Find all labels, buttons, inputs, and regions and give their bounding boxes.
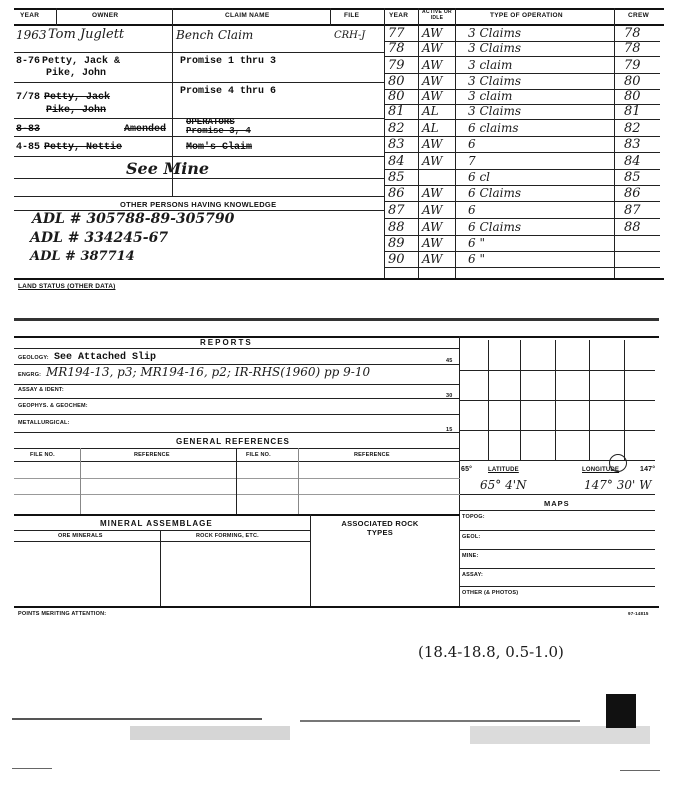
claim-name: Promise 4 thru 6	[180, 86, 277, 97]
ore-minerals-label: ORE MINERALS	[58, 533, 103, 539]
op-year: 86	[388, 186, 405, 201]
row-line	[14, 348, 460, 349]
smudge-bar	[14, 318, 659, 321]
section-divider	[14, 514, 460, 516]
reports-top-border	[14, 336, 659, 338]
row-line	[384, 267, 660, 268]
op-crew: 79	[624, 58, 641, 73]
op-crew: 84	[624, 154, 641, 169]
lat-value: 65° 4'N	[480, 478, 527, 492]
mineral-assemblage-title: MINERAL ASSEMBLAGE	[100, 519, 213, 528]
col-claim-name: CLAIM NAME	[225, 12, 270, 19]
row-line	[384, 201, 660, 202]
see-mine-note: See Mine	[126, 159, 210, 178]
row-line	[384, 152, 660, 153]
land-status-label: LAND STATUS (OTHER DATA)	[18, 283, 116, 290]
row-line	[459, 549, 655, 550]
op-year: 84	[388, 154, 405, 169]
form-number: 97-14815	[628, 611, 649, 616]
op-status: AW	[422, 220, 443, 234]
op-crew: 86	[624, 186, 641, 201]
scan-noise-line	[620, 770, 660, 771]
op-status: AW	[422, 252, 443, 266]
scale-45: 45	[446, 358, 453, 364]
op-type: 6 claims	[468, 121, 519, 135]
op-year: 87	[388, 203, 405, 218]
owner-year: 4-85	[16, 142, 41, 153]
long-value: 147° 30' W	[584, 478, 652, 492]
op-status: AW	[422, 74, 443, 88]
row-line	[14, 178, 384, 179]
op-crew: 87	[624, 203, 641, 218]
owner-year: 8-76	[16, 56, 41, 67]
owner-name: Tom Juglett	[48, 27, 125, 42]
op-crew: 83	[624, 137, 641, 152]
divider	[310, 514, 311, 606]
op-year: 81	[388, 104, 405, 119]
owner-name: Amended	[124, 124, 167, 135]
divider	[298, 448, 299, 514]
section-divider	[14, 278, 664, 280]
op-year: 79	[388, 58, 405, 73]
op-year: 80	[388, 89, 405, 104]
adl-line: ADL # 305788-89-305790	[32, 211, 235, 227]
op-crew: 85	[624, 170, 641, 185]
row-line	[14, 432, 460, 433]
assay-map-label: ASSAY:	[462, 572, 484, 578]
op-year: 88	[388, 220, 405, 235]
owner-name-2: Pike, John	[46, 105, 107, 116]
top-border	[14, 8, 664, 10]
adl-line: ADL # 334245-67	[30, 230, 169, 246]
op-status: AL	[422, 121, 439, 135]
op-status: AW	[422, 236, 443, 250]
lat-prefix: 65°	[461, 466, 473, 473]
topog-label: TOPOG:	[462, 514, 485, 520]
reports-title: REPORTS	[200, 338, 253, 347]
op-status: AW	[422, 58, 443, 72]
scan-noise-line	[470, 726, 650, 744]
row-line	[14, 384, 460, 385]
row-line	[459, 568, 655, 569]
col-file: FILE	[344, 12, 360, 19]
other-photos-label: OTHER (& PHOTOS)	[462, 590, 519, 596]
row-line	[14, 541, 310, 542]
row-line	[14, 414, 460, 415]
associated-rock-types: ASSOCIATED ROCK TYPES	[341, 519, 419, 537]
op-year: 90	[388, 252, 405, 267]
coords-note: (18.4-18.8, 0.5-1.0)	[418, 643, 564, 661]
owner-year: 8-83	[16, 124, 41, 135]
engrg-label: ENGRG:	[18, 372, 42, 378]
divider	[160, 530, 161, 606]
divider	[330, 8, 331, 26]
op-type: 3 claim	[468, 58, 513, 72]
longitude-label: LONGITUDE	[582, 467, 620, 473]
geology-value: See Attached Slip	[54, 352, 157, 363]
col-owner: OWNER	[92, 12, 119, 19]
grid-line	[459, 400, 655, 401]
rock-forming-label: ROCK FORMING, ETC.	[196, 533, 259, 539]
op-type: 6 Claims	[468, 220, 521, 234]
row-line	[14, 398, 460, 399]
op-crew: 78	[624, 26, 641, 41]
row-line	[459, 530, 655, 531]
general-references-title: GENERAL REFERENCES	[176, 437, 290, 446]
op-type: 6 Claims	[468, 186, 521, 200]
row-line	[459, 586, 655, 587]
op-crew: 80	[624, 74, 641, 89]
claim-name: Mom's Claim	[186, 142, 253, 153]
op-status: AW	[422, 89, 443, 103]
col-crew: CREW	[628, 12, 650, 19]
latitude-label: LATITUDE	[488, 467, 519, 473]
col-year-2: YEAR	[389, 12, 409, 19]
scan-noise-line	[130, 726, 290, 740]
op-type: 7	[468, 154, 476, 168]
file-no: CRH-J	[334, 30, 366, 41]
row-line	[14, 196, 384, 197]
geology-label: GEOLOGY:	[18, 355, 49, 361]
row-line	[14, 52, 384, 53]
scan-block	[606, 694, 636, 728]
col-active-idle: ACTIVE OR IDLE	[422, 9, 452, 21]
row-line	[459, 494, 655, 495]
op-type: 3 Claims	[468, 104, 521, 118]
grid-line	[459, 430, 655, 431]
points-meriting-label: POINTS MERITING ATTENTION:	[18, 611, 107, 617]
assay-label: ASSAY & IDENT:	[18, 387, 64, 393]
maps-label: MAPS	[544, 499, 570, 508]
row-line	[384, 169, 660, 170]
op-status: AW	[422, 203, 443, 217]
divider	[614, 8, 615, 278]
header-bottom-line	[14, 24, 664, 26]
claim-name: Promise 1 thru 3	[180, 56, 277, 67]
divider	[459, 336, 460, 606]
owner-name: Petty, Nettie	[44, 142, 123, 153]
gr-file-no: FILE NO.	[30, 452, 55, 458]
mine-label: MINE:	[462, 553, 479, 559]
op-status: AL	[422, 104, 439, 118]
divider	[80, 448, 81, 514]
op-crew: 81	[624, 104, 641, 119]
divider	[455, 8, 456, 278]
op-type: 6 cl	[468, 170, 491, 184]
row-line	[14, 530, 310, 531]
divider	[56, 8, 57, 26]
row-line	[459, 510, 655, 511]
op-year: 89	[388, 236, 405, 251]
op-crew: 82	[624, 121, 641, 136]
grid-line	[459, 370, 655, 371]
divider	[384, 8, 385, 278]
row-line	[14, 156, 384, 157]
op-year: 78	[388, 41, 405, 56]
op-status: AW	[422, 154, 443, 168]
gr-reference: REFERENCE	[134, 452, 170, 458]
claim-name: OPERATORS Promise 3, 4	[186, 117, 251, 136]
op-status: AW	[422, 137, 443, 151]
scan-noise-line	[12, 768, 52, 769]
op-year: 77	[388, 26, 405, 41]
op-type: 3 Claims	[468, 26, 521, 40]
adl-line: ADL # 387714	[30, 249, 135, 264]
geol-label: GEOL:	[462, 534, 481, 540]
owner-name: Petty, Jack &	[42, 56, 121, 67]
owner-year: 1963	[16, 28, 47, 42]
metallurgical-label: METALLURGICAL:	[18, 420, 70, 426]
op-crew: 80	[624, 89, 641, 104]
op-year: 85	[388, 170, 405, 185]
col-type-operation: TYPE OF OPERATION	[490, 12, 563, 19]
scale-30: 30	[446, 393, 453, 399]
op-status: AW	[422, 26, 443, 40]
row-line	[384, 56, 660, 57]
row-line	[14, 82, 384, 83]
owner-name-2: Pike, John	[46, 68, 107, 79]
divider	[236, 448, 237, 514]
op-type: 3 Claims	[468, 41, 521, 55]
divider	[418, 8, 419, 278]
engrg-value: MR194-13, p3; MR194-16, p2; IR-RHS(1960) pp 9-10	[46, 365, 371, 379]
circle-mark	[609, 454, 627, 472]
row-line	[384, 119, 660, 120]
op-year: 82	[388, 121, 405, 136]
op-type: 6	[468, 137, 476, 151]
owner-name: Petty, Jack	[44, 92, 111, 103]
long-suffix: 147°	[640, 466, 656, 473]
owner-year: 7/78	[16, 92, 41, 103]
gr-file-no-2: FILE NO.	[246, 452, 271, 458]
bottom-border	[14, 606, 659, 608]
scale-15: 15	[446, 427, 453, 433]
op-type: 6 "	[468, 252, 485, 266]
scan-noise-line	[300, 720, 580, 722]
row-line	[14, 136, 384, 137]
op-status: AW	[422, 186, 443, 200]
op-type: 6	[468, 203, 476, 217]
op-status: AW	[422, 41, 443, 55]
scan-noise-line	[12, 718, 262, 720]
col-year: YEAR	[20, 12, 40, 19]
row-line	[384, 218, 660, 219]
op-crew: 88	[624, 220, 641, 235]
op-year: 83	[388, 137, 405, 152]
other-persons-title: OTHER PERSONS HAVING KNOWLEDGE	[120, 200, 277, 209]
gr-reference-2: REFERENCE	[354, 452, 390, 458]
op-type: 3 Claims	[468, 74, 521, 88]
op-year: 80	[388, 74, 405, 89]
op-type: 3 claim	[468, 89, 513, 103]
op-type: 6 "	[468, 236, 485, 250]
geophys-label: GEOPHYS. & GEOCHEM:	[18, 403, 88, 409]
claim-name: Bench Claim	[176, 28, 254, 42]
op-crew: 78	[624, 41, 641, 56]
